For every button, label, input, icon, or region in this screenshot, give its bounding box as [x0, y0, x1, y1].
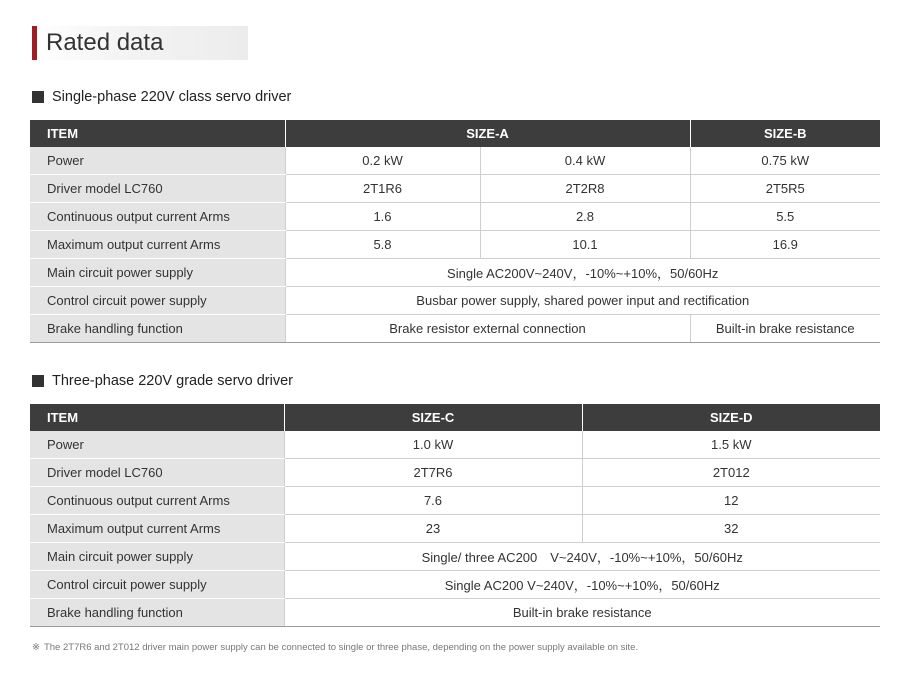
reference-mark-icon: ※ — [32, 642, 40, 653]
table-header-row — [30, 120, 880, 147]
row-label: Main circuit power supply — [30, 543, 284, 571]
title-accent-bar — [32, 26, 37, 60]
table-row — [30, 259, 880, 287]
row-label: Brake handling function — [30, 599, 284, 627]
table-cell: 0.75 kW — [690, 147, 880, 175]
table-row — [30, 231, 880, 259]
table-row — [30, 515, 880, 543]
table-cell: 1.5 kW — [582, 431, 880, 459]
table-row — [30, 175, 880, 203]
table-cell: Built-in brake resistance — [284, 599, 880, 627]
section-heading-single-phase — [32, 89, 291, 105]
section-heading-text: Three-phase 220V grade servo driver — [52, 373, 293, 389]
table-cell: 23 — [284, 515, 582, 543]
table-cell: Single AC200V~240V，-10%~+10%，50/60Hz — [285, 259, 880, 287]
row-label: Power — [30, 147, 285, 175]
row-label: Maximum output current Arms — [30, 515, 284, 543]
row-label: Control circuit power supply — [30, 571, 284, 599]
table-row — [30, 571, 880, 599]
spec-table-single-phase — [30, 120, 880, 343]
table-cell: 0.2 kW — [285, 147, 480, 175]
table-cell: 12 — [582, 487, 880, 515]
header-item: ITEM — [30, 404, 284, 431]
table-cell: 2T012 — [582, 459, 880, 487]
spec-table-three-phase — [30, 404, 880, 627]
table-cell: 2T5R5 — [690, 175, 880, 203]
row-label: Power — [30, 431, 284, 459]
row-label: Driver model LC760 — [30, 175, 285, 203]
table-cell: 7.6 — [284, 487, 582, 515]
table-cell: Brake resistor external connection — [285, 315, 690, 343]
table-row — [30, 147, 880, 175]
table-cell: 2.8 — [480, 203, 690, 231]
row-label: Continuous output current Arms — [30, 487, 284, 515]
table-row — [30, 599, 880, 627]
table-cell: 2T1R6 — [285, 175, 480, 203]
page-title: Rated data — [46, 29, 164, 56]
square-bullet-icon — [32, 91, 44, 103]
table-row — [30, 459, 880, 487]
table-cell: 0.4 kW — [480, 147, 690, 175]
table-cell: 1.6 — [285, 203, 480, 231]
header-item: ITEM — [30, 120, 285, 147]
square-bullet-icon — [32, 375, 44, 387]
table-row — [30, 203, 880, 231]
footnote-text: The 2T7R6 and 2T012 driver main power supply can be connected to single or three phase, depending on the power supply available on site. — [43, 642, 639, 653]
table-cell: 10.1 — [480, 231, 690, 259]
table-cell: 5.5 — [690, 203, 880, 231]
table-cell: Built-in brake resistance — [690, 315, 880, 343]
table-header-row — [30, 404, 880, 431]
footnote — [32, 642, 638, 653]
table-row — [30, 315, 880, 343]
row-label: Maximum output current Arms — [30, 231, 285, 259]
page-title-bar — [32, 26, 248, 60]
table-cell: 2T2R8 — [480, 175, 690, 203]
table-cell: 5.8 — [285, 231, 480, 259]
row-label: Control circuit power supply — [30, 287, 285, 315]
table-cell: Single AC200 V~240V，-10%~+10%，50/60Hz — [284, 571, 880, 599]
table-row — [30, 287, 880, 315]
header-size-b: SIZE-B — [690, 120, 880, 147]
table-cell: Single/ three AC200 V~240V，-10%~+10%，50/60Hz — [284, 543, 880, 571]
table-row — [30, 543, 880, 571]
table-row — [30, 487, 880, 515]
row-label: Brake handling function — [30, 315, 285, 343]
section-heading-three-phase — [32, 373, 293, 389]
table-cell: 1.0 kW — [284, 431, 582, 459]
row-label: Continuous output current Arms — [30, 203, 285, 231]
table-row — [30, 431, 880, 459]
row-label: Driver model LC760 — [30, 459, 284, 487]
table-cell: Busbar power supply, shared power input and rectification — [285, 287, 880, 315]
table-cell: 16.9 — [690, 231, 880, 259]
table-cell: 32 — [582, 515, 880, 543]
section-heading-text: Single-phase 220V class servo driver — [52, 89, 292, 105]
header-size-d: SIZE-D — [582, 404, 880, 431]
table-cell: 2T7R6 — [284, 459, 582, 487]
row-label: Main circuit power supply — [30, 259, 285, 287]
header-size-a: SIZE-A — [285, 120, 690, 147]
header-size-c: SIZE-C — [284, 404, 582, 431]
